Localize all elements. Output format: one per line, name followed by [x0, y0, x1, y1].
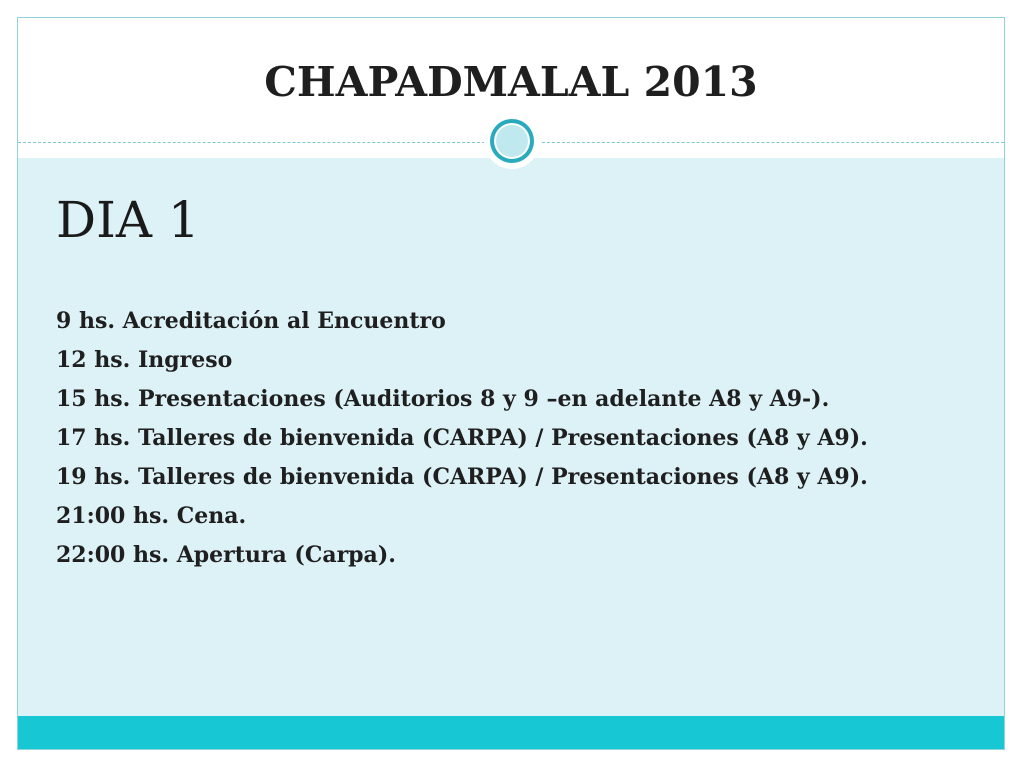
section-heading: DIA 1	[56, 191, 200, 249]
circle-ornament-icon	[484, 113, 540, 169]
schedule-item: 9 hs. Acreditación al Encuentro	[56, 308, 446, 334]
schedule-item: 22:00 hs. Apertura (Carpa).	[56, 542, 396, 568]
schedule-item: 17 hs. Talleres de bienvenida (CARPA) / Presentaciones (A8 y A9).	[56, 425, 868, 451]
schedule-item: 21:00 hs. Cena.	[56, 503, 247, 529]
bottom-band	[18, 716, 1004, 750]
slide-title: CHAPADMALAL 2013	[264, 58, 758, 106]
schedule-item: 15 hs. Presentaciones (Auditorios 8 y 9 –en adelante A8 y A9-).	[56, 386, 830, 412]
schedule-item: 12 hs. Ingreso	[56, 347, 233, 373]
schedule-item: 19 hs. Talleres de bienvenida (CARPA) / Presentaciones (A8 y A9).	[56, 464, 868, 490]
slide	[17, 17, 1005, 750]
schedule-list	[56, 305, 976, 578]
